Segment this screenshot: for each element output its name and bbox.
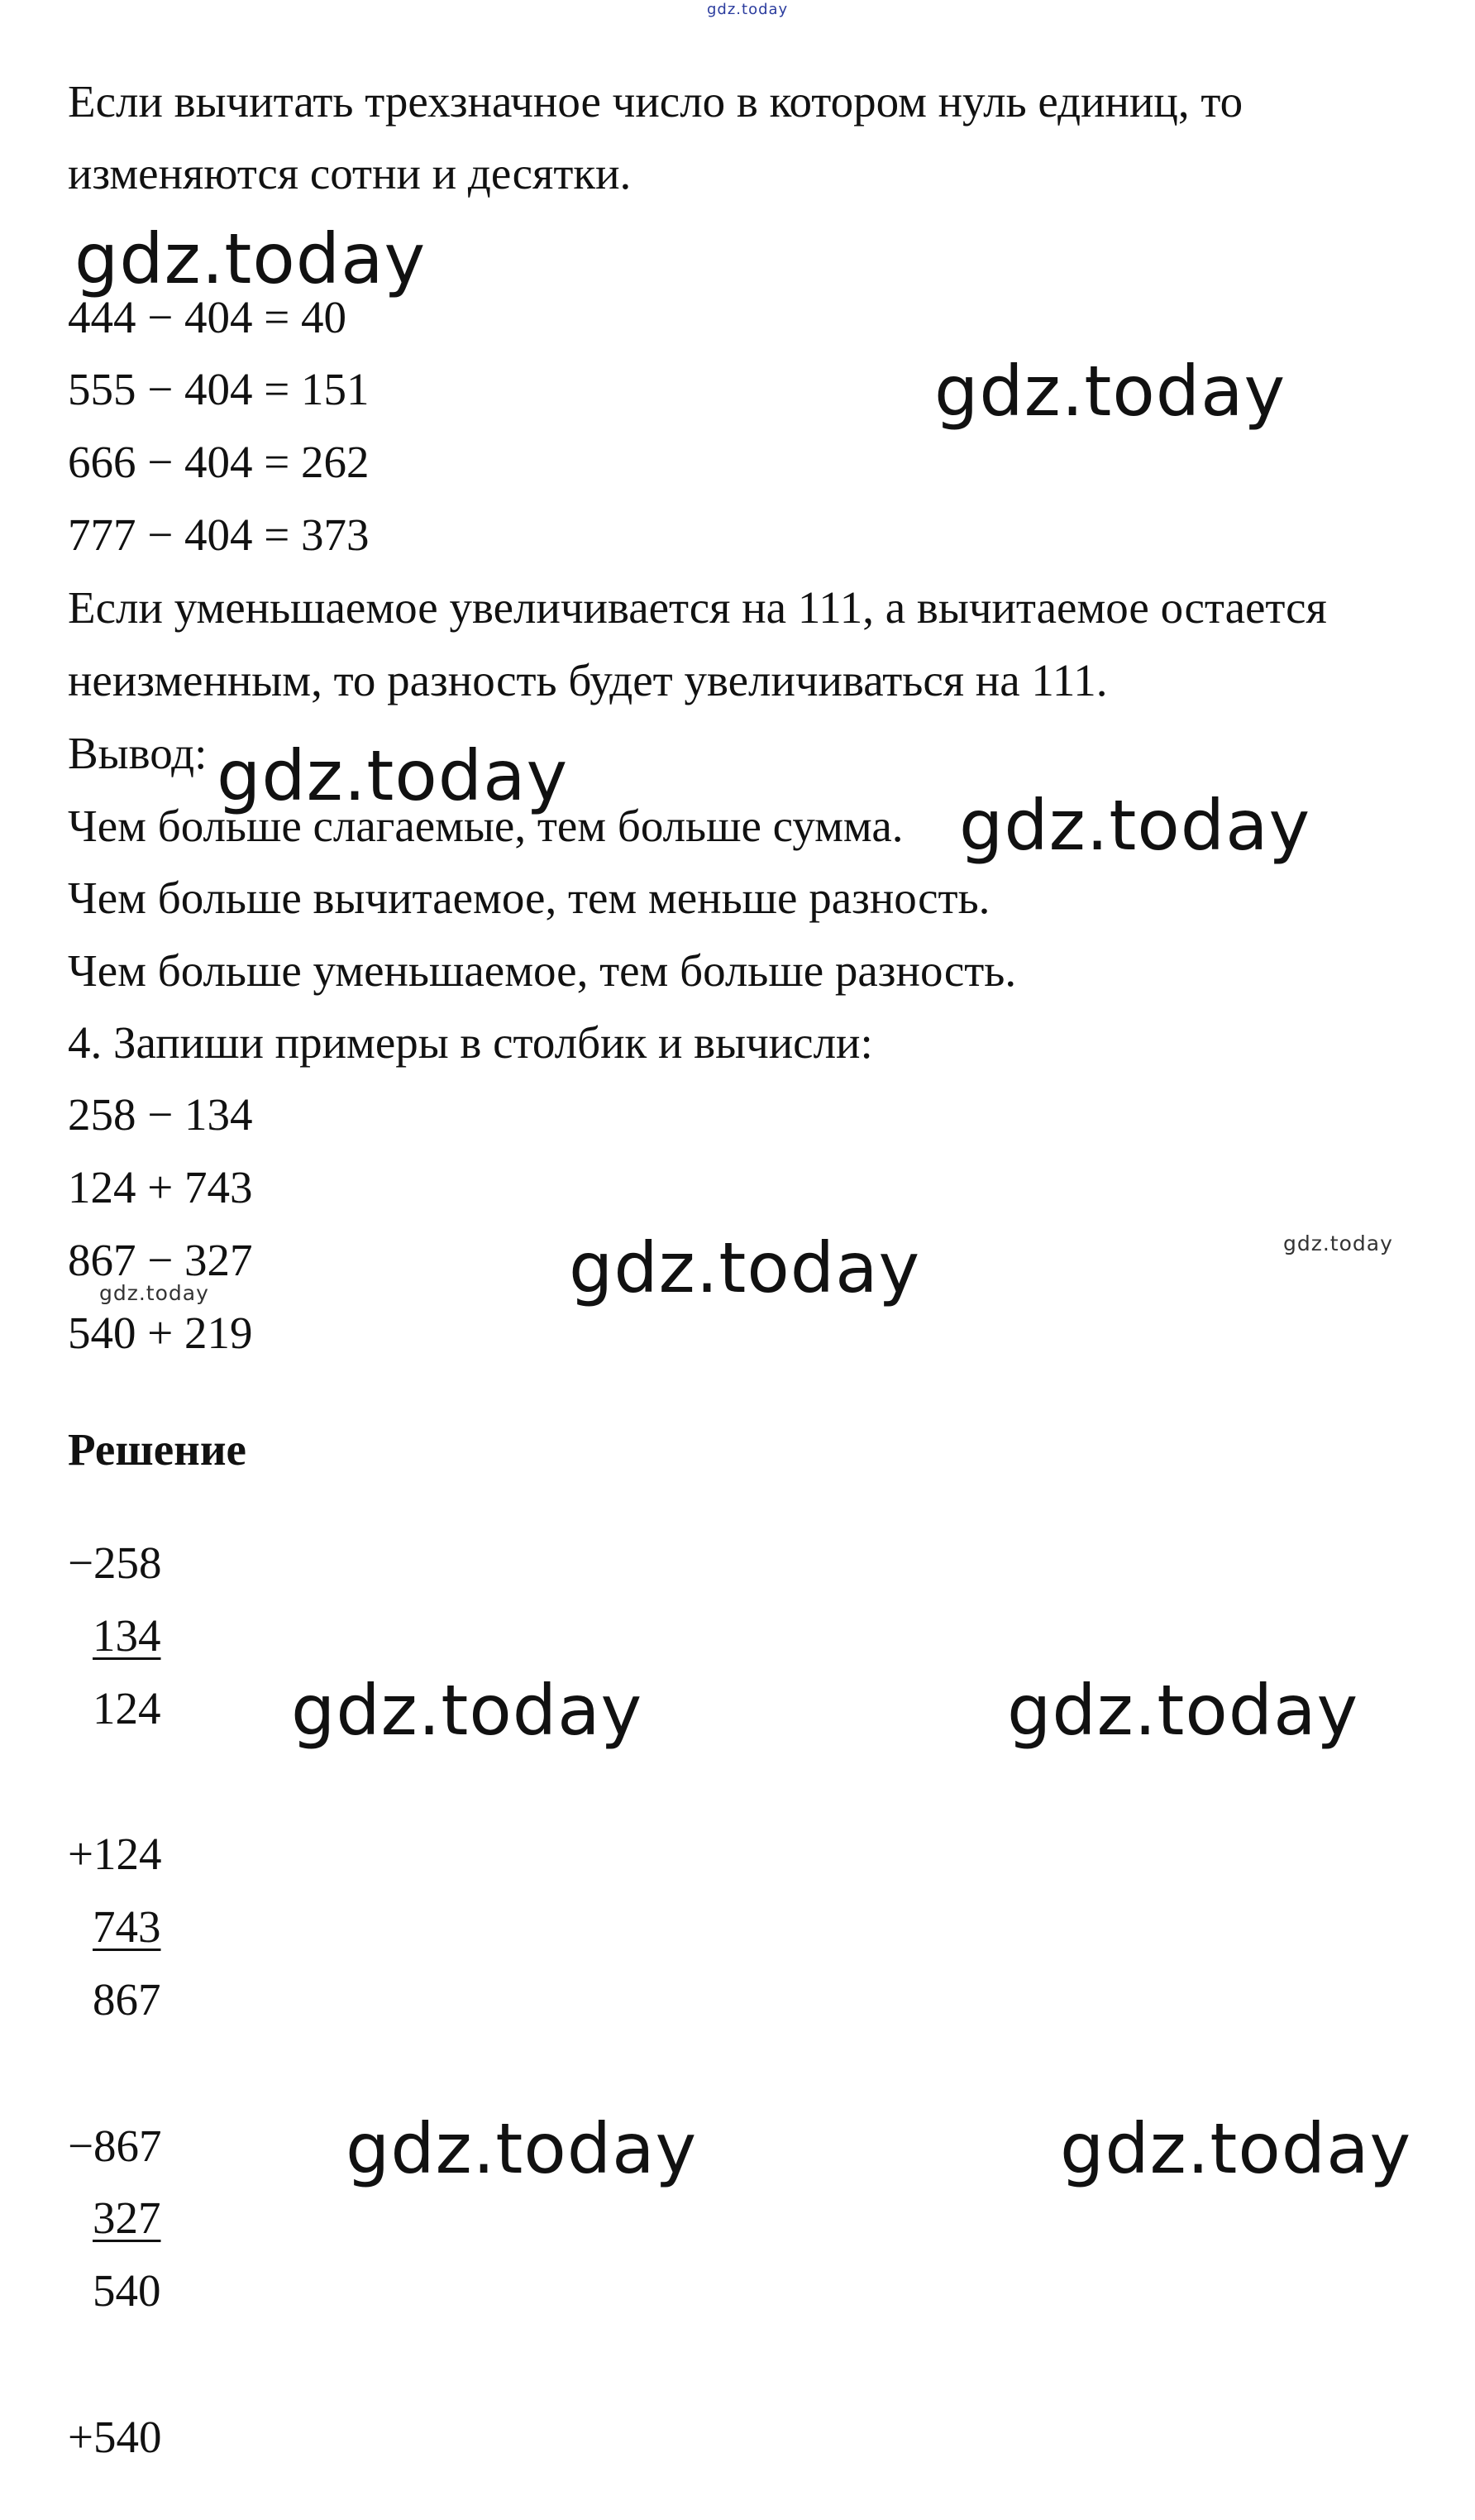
solution-heading: Решение — [68, 1424, 246, 1475]
column-top: −867 — [68, 2121, 162, 2171]
equation: 666 − 404 = 262 — [68, 437, 370, 487]
column-addend: 743 — [93, 1901, 161, 1952]
watermark: gdz.today — [569, 1227, 921, 1308]
example: 258 − 134 — [68, 1089, 253, 1140]
watermark: gdz.today — [959, 785, 1311, 866]
paragraph-line: Если вычитать трехзначное число в котором нуль единиц, то — [68, 76, 1243, 127]
watermark: gdz.today — [217, 735, 569, 816]
example: 867 − 327 — [68, 1235, 253, 1285]
column-top: −258 — [68, 1537, 162, 1588]
equation: 444 − 404 = 40 — [68, 292, 347, 342]
column-result: 540 — [93, 2265, 161, 2316]
watermark-small: gdz.today — [99, 1281, 209, 1305]
watermark: gdz.today — [1060, 2108, 1412, 2189]
column-subtrahend: 134 — [93, 1610, 161, 1661]
paragraph-line: изменяются сотни и десятки. — [68, 148, 632, 198]
column-top: +124 — [68, 1829, 162, 1879]
watermark: gdz.today — [934, 351, 1286, 432]
watermark: gdz.today — [74, 218, 427, 299]
task-title: 4. Запиши примеры в столбик и вычисли: — [68, 1017, 873, 1068]
paragraph-line: Если уменьшаемое увеличивается на 111, а вычитаемое остается — [68, 582, 1327, 633]
watermark-top: gdz.today — [707, 1, 789, 18]
conclusion-line: Чем больше уменьшаемое, тем больше разность. — [68, 945, 1017, 996]
watermark-small: gdz.today — [1283, 1231, 1393, 1255]
example: 124 + 743 — [68, 1162, 253, 1212]
conclusion-line: Чем больше слагаемые, тем больше сумма. — [68, 801, 904, 851]
conclusion-heading: Вывод: — [68, 728, 208, 778]
column-subtrahend: 327 — [93, 2192, 161, 2243]
watermark: gdz.today — [346, 2108, 698, 2189]
paragraph-line: неизменным, то разность будет увеличиваться на 111. — [68, 655, 1108, 705]
watermark: gdz.today — [291, 1670, 643, 1751]
column-result: 867 — [93, 1974, 161, 2025]
conclusion-line: Чем больше вычитаемое, тем меньше разность. — [68, 873, 990, 923]
column-top: +540 — [68, 2412, 162, 2462]
column-result: 124 — [93, 1683, 161, 1733]
watermark: gdz.today — [1007, 1670, 1359, 1751]
example: 540 + 219 — [68, 1308, 253, 1358]
equation: 777 − 404 = 373 — [68, 509, 370, 560]
equation: 555 − 404 = 151 — [68, 364, 370, 414]
